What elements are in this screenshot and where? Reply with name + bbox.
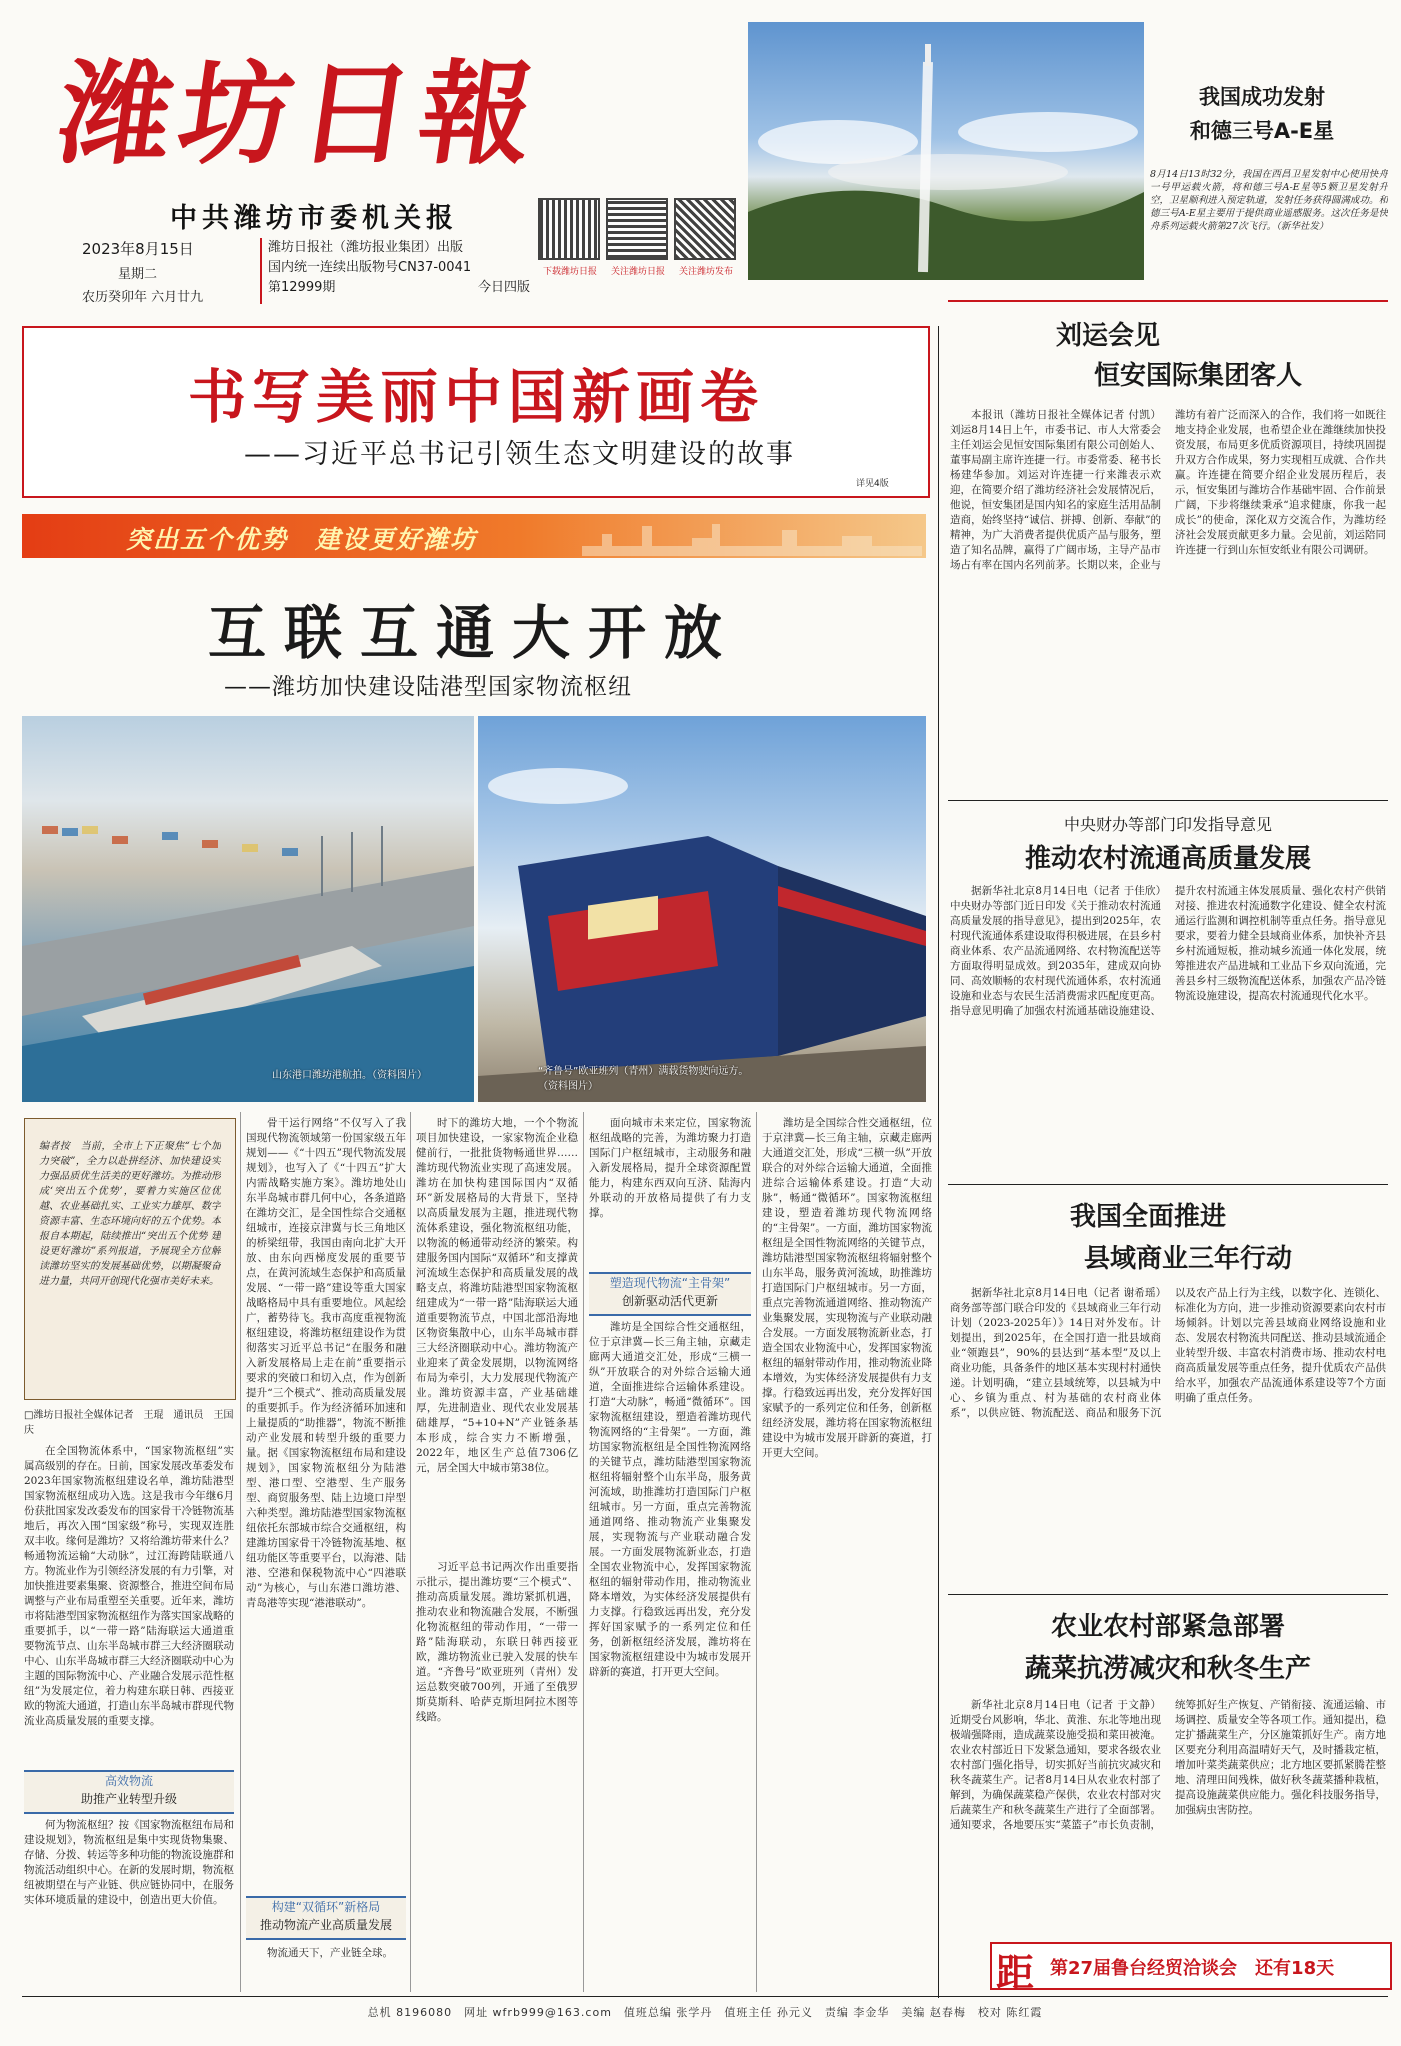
subheading: 构建“双循环”新格局 推动物流产业高质量发展: [246, 1896, 406, 1940]
freight-train-photo: [478, 716, 926, 1102]
footer-credits: 总机 8196080 网址 wfrb999@163.com 值班总编 张学丹 值班主任 孙元义 责编 李金华 美编 赵春梅 校对 陈红霞: [367, 2006, 1043, 2019]
article-column-4: 面向城市未来定位，国家物流枢纽战略的完善，为潍坊聚力打造国际门户枢纽城市，主动服务和融入新发展格局，提升全球资源配置能力，构建东西双向互济、陆海内外联动的开放格局提供了有力支撑。: [589, 1117, 751, 1219]
article-column-2b: 物流通天下，产业链全球。: [267, 1947, 393, 1959]
veg-title: 农业农村部紧急部署 蔬菜抗涝减灾和秋冬生产: [1024, 1612, 1311, 1684]
county-title: 我国全面推进 县域商业三年行动: [1069, 1202, 1292, 1274]
headline-subtitle: ——习近平总书记引领生态文明建设的故事: [244, 439, 795, 470]
banner-text: 突出五个优势 建设更好潍坊: [126, 525, 478, 554]
qr-code-icon[interactable]: [676, 200, 734, 258]
cn-number: 国内统一连续出版物号CN37-0041: [268, 260, 472, 275]
liu-article-body: 本报讯（潍坊日报社全媒体记者 付凯）刘运8月14日上午，市委书记、市人大常委会主任刘运会见恒安国际集团有限公司创始人、董事局副主席许连捷一行。市委常委、秘书长杨建华参加。刘运对许连捷一行来潍表示欢迎，在简要介绍了潍坊经济社会发展情况后，他说，恒安集团是国内知名的家庭生活用品制造商，始终坚持“诚信、拼搏、创新、奉献”的精神，为广大消费者提供优质产品与服务，塑造了知名品牌，赢得了广阔市场，主导产品市场占有率在国内名列前茅。长期以来，企业与潍坊有着广泛而深入的合作，我们将一如既往地支持企业发展，也希望企业在潍继续加快投资发展，布局更多优质资源项目，持续巩固提升双方合作成果，努力实现相互成就、合作共赢。许连捷在简要介绍企业发展历程后，表示，恒安集团与潍坊合作基础牢固、合作前景广阔，下步将继续秉承“追求健康，你我一起成长”的使命，深化双方交流合作，为潍坊经济社会发展贡献更多力量。会见前，刘运陪同许连捷一行到山东恒安纸业有限公司调研。: [950, 409, 1386, 571]
series-banner: [22, 514, 926, 558]
newspaper-title: 潍坊日報: [50, 49, 550, 180]
rural-body: 据新华社北京8月14日电（记者 于佳欣）中央财办等部门近日印发《关于推动农村流通高质量发展的指导意见》，提出到2025年，农村现代流通体系建设取得积极进展，在县乡村商业体系、农产品流通网络、农村物流配送等方面取得明显成效。到2035年，建成双向协同、高效顺畅的农村现代流通体系，农村流通设施和业态与农民生活消费需求匹配度更高。指导意见明确了加强农村流通基础设施建设、提升农村流通主体发展质量、强化农村产供销对接、推进农村流通数字化建设、健全农村流通运行监测和调控机制等重点任务。指导意见要求，要着力健全县域商业体系，加快补齐县乡村流通短板，推动城乡流通一体化发展，统筹推进农产品进城和工业品下乡双向流通，完善县乡村三级物流配送体系，加强农产品冷链物流设施建设，提高农村流通现代化水平。: [950, 885, 1386, 1017]
article-column-3: 时下的潍坊大地，一个个物流项目加快建设，一家家物流企业稳健前行，一批批货物畅通世界……潍坊现代物流业实现了高速发展。潍坊在加快构建国际国内“双循环”新发展格局的大背景下，坚持以高质量发展为主题，推进现代物流体系建设，强化物流枢纽功能，以物流的畅通带动经济的繁荣。构建服务国内国际“双循环”和支撑黄河流域生态保护和高质量发展的战略支点，将潍坊陆港型国家物流枢纽建成为“一带一路”陆海联运大通道重要物流节点，中国北部沿海地区物资集散中心，山东半岛城市群三大经济圈联动中心。潍坊物流产业迎来了黄金发展期，以物流网络布局为牵引，大力发展现代物流产业。潍坊资源丰富，产业基础雄厚，先进制造业、现代农业发展基础雄厚，“5+10+N”产业链条基本形成，综合实力不断增强，2022年，地区生产总值7306亿元，居全国大中城市第38位。: [416, 1117, 578, 1474]
countdown-mark: 距: [996, 1950, 1035, 1995]
lunar-date: 农历癸卯年 六月廿九: [82, 290, 204, 305]
article-column-4b: 潍坊是全国综合性交通枢纽，位于京津冀—长三角主轴，京藏走廊两大通道交汇处，形成“三横一纵”开放联合的对外综合运输大通道，全面推进综合运输体系建设。打造“大动脉”，畅通“微循环”。国家物流枢纽建设，塑造着潍坊现代物流网络的“主骨架”。一方面，潍坊国家物流枢纽是全国性物流网络的关键节点，潍坊陆港型国家物流枢纽将辐射整个山东半岛，服务黄河流域，助推潍坊打造国际门户枢纽城市。另一方面，重点完善物流通道网络、推动物流产业集聚发展，实现物流与产业联动融合发展。一方面发展物流新业态，打造全国农业物流中心，发挥国家物流枢纽的辐射带动作用，推动物流业降本增效，为实体经济发展提供有力支撑。行稳致远再出发，充分发挥好国家赋予的一系列定位和任务，创新枢纽经济发展，潍坊将在国家物流枢纽建设中为城市发展开辟新的赛道，打开更大空间。: [589, 1321, 751, 1678]
photo-caption: 山东港口潍坊港航拍。（资料图片）: [272, 1070, 427, 1081]
photo-caption: “齐鲁号”欧亚班列（青州）满载货物驶向远方。（资料图片）: [538, 1066, 749, 1092]
qr-codes: [540, 200, 740, 300]
masthead-logo: [50, 49, 620, 180]
qr-label: 关注潍坊日报: [610, 267, 665, 277]
publisher: 潍坊日报社（潍坊报业集团）出版: [268, 240, 464, 255]
countdown-text: 第27届鲁台经贸洽谈会 还有18天: [1050, 1958, 1335, 1979]
issue-weekday: 星期二: [118, 267, 158, 282]
qr-code-icon[interactable]: [540, 200, 598, 258]
liu-article-title: 刘运会见 恒安国际集团客人: [1055, 321, 1302, 391]
subheading: 高效物流 助推产业转型升级: [24, 1770, 234, 1814]
veg-body: 新华社北京8月14日电（记者 于文静）近期受台风影响，华北、黄淮、东北等地出现极端强降雨，造成蔬菜设施受损和菜田被淹。农业农村部近日下发紧急通知，要求各级农业农村部门强化指导，切实抓好当前抗灾减灾和秋冬蔬菜生产。记者8月14日从农业农村部了解到，为确保蔬菜稳产保供，农业农村部对灾后蔬菜生产和秋冬蔬菜生产进行了全面部署。通知要求，各地要压实“菜篮子”市长负责制，统筹抓好生产恢复、产销衔接、流通运输、市场调控、质量安全等各项工作。通知提出，稳定扩播蔬菜生产，分区施策抓好生产。南方地区要充分利用高温晴好天气，及时播栽定植，增加叶菜类蔬菜供应；北方地区要抓紧腾茬整地、清理田间残株，做好秋冬蔬菜播种栽植，提高设施蔬菜供应能力。强化科技服务指导，加强病虫害防控。: [950, 1699, 1386, 1831]
main-article-title: 互联互通大开放: [207, 599, 740, 667]
rocket-launch-photo: [748, 22, 1144, 280]
port-aerial-photo: [22, 716, 474, 1102]
page-count: 今日四版: [478, 280, 531, 295]
byline: □潍坊日报社全媒体记者 王琨 通讯员 王国庆: [24, 1410, 234, 1436]
subheading: 塑造现代物流“主骨架” 创新驱动活代更新: [589, 1272, 751, 1316]
main-article-subtitle: ——潍坊加快建设陆港型国家物流枢纽: [224, 674, 632, 700]
rural-title: 推动农村流通高质量发展: [1024, 844, 1311, 874]
editor-note-box: [24, 1118, 236, 1400]
issue-number: 第12999期: [268, 280, 336, 295]
issue-date: 2023年8月15日: [82, 240, 194, 258]
newspaper-subtitle: 中共潍坊市委机关报: [170, 203, 458, 234]
headline-title: 书写美丽中国新画卷: [187, 363, 764, 431]
county-body: 据新华社北京8月14日电（记者 谢希瑶）商务部等部门联合印发的《县域商业三年行动计划（2023-2025年）》14日对外发布。计划提出，到2025年，在全国打造一批县域商业“领跑县”，90%的县达到“基本型”及以上商业功能，具备条件的地区基本实现村村通快递。计划明确，“建立县域统筹，以县城为中心、乡镇为重点、村为基础的农村商业体系”，以供应链、物流配送、商品和服务下沉以及农产品上行为主线，以数字化、连锁化、标准化为方向，进一步推动资源要素向农村市场倾斜。计划以完善县域商业网络设施和业态、发展农村物流共同配送、推动县域流通企业转型升级、丰富农村消费市场、推动农村电商高质量发展等重点任务，提升优质农产品供给水平，加强农产品流通体系建设等7个方面明确了重点任务。: [950, 1287, 1386, 1419]
article-column-2: 骨干运行网络”不仅写入了我国现代物流领域第一份国家级五年规划——《“十四五”现代物流发展规划》，也写入了《“十四五”扩大内需战略实施方案》。潍坊地处山东半岛城市群几何中心，各条道路在潍坊交汇，是全国性综合交通枢纽城市，连接京津冀与长三角地区的桥梁纽带，我国由南向北扩大开放、由东向西梯度发展的重要节点，在黄河流域生态保护和高质量发展、“一带一路”建设等重大国家战略格局中具有重要地位。风起绘广，蓄势待飞。我市高度重视物流枢纽建设，将潍坊枢纽建设作为贯彻落实习近平总书记“在服务和融入新发展格局上走在前”重要指示要求的突破口和切入点，作为创新提升“三个模式”、推动高质量发展的重要抓手。作为经济循环加速和上量提质的“助推器”，物流不断推动产业发展和转型升级的重要力量。据《国家物流枢纽布局和建设规划》，国家物流枢纽分为陆港型、港口型、空港型、生产服务型、商贸服务型、陆上边境口岸型六种类型。潍坊陆港型国家物流枢纽依托东部城市综合交通枢纽，构建潍坊国家骨干冷链物流基地、枢纽功能区等重要平台，以海港、陆港、空港和保税物流中心“四港联动”为核心，与山东港口潍坊港、青岛港等实现“港港联动”。: [246, 1117, 406, 1609]
article-column-1b: 何为物流枢纽？按《国家物流枢纽布局和建设规划》，物流枢纽是集中实现货物集聚、存储、分拨、转运等多种功能的物流设施群和物流活动组织中心。在新的发展时期，物流枢纽被期望在与产业链、供应链协同中，在服务实体环境质量的建设中，创造出更大价值。: [24, 1819, 234, 1906]
rural-kicker: 中央财办等部门印发指导意见: [1063, 815, 1272, 834]
skyline-icon: [582, 516, 922, 556]
editor-note: 编者按 当前，全市上下正聚焦“七个加力突破”，全力以赴拼经济、加快建设实力强品质优生活美的更好潍坊。为推动形成‘突出五个优势’，要着力实施区位优越、农业基础扎实、工业实力雄厚、数字资源丰富、生态环境向好的五个优势。本报自本期起，陆续推出“突出五个优势 建设更好潍坊”系列报道，予展现全方位解读潍坊坚实的发展基础优势，以期凝聚奋进力量，共同开创现代化强市美好未来。: [39, 1141, 221, 1287]
masthead-info: [82, 238, 602, 308]
qr-code-icon[interactable]: [608, 200, 666, 258]
see-page-ref[interactable]: 详见4版: [856, 479, 889, 489]
article-column-5: 潍坊是全国综合性交通枢纽，位于京津冀—长三角主轴，京藏走廊两大通道交汇处，形成“三横一纵”开放联合的对外综合运输大通道，全面推进综合运输体系建设。打造“大动脉”，畅通“微循环”。国家物流枢纽建设，塑造着潍坊现代物流网络的“主骨架”。一方面，潍坊国家物流枢纽是全国性物流网络的关键节点，潍坊陆港型国家物流枢纽将辐射整个山东半岛，服务黄河流域，助推潍坊打造国际门户枢纽城市。另一方面，重点完善物流通道网络、推动物流产业集聚发展，实现物流与产业联动融合发展。一方面发展物流新业态，打造全国农业物流中心，发挥国家物流枢纽的辐射带动作用，推动物流业降本增效，为实体经济发展提供有力支撑。行稳致远再出发，充分发挥好国家赋予的一系列定位和任务，创新枢纽经济发展，潍坊将在国家物流枢纽建设中为城市发展开辟新的赛道，打开更大空间。: [762, 1117, 932, 1459]
headline-box[interactable]: [22, 326, 930, 498]
launch-body: 8月14日13时32分，我国在西昌卫星发射中心使用快舟一号甲运载火箭，将和德三号A-E星等5颗卫星发射升空，卫星顺利进入预定轨道，发射任务获得圆满成功。和德三号A-E星主要用于提供商业遥感服务。这次任务是快舟系列运载火箭第27次飞行。（新华社发）: [1150, 169, 1388, 232]
article-column-3b: 习近平总书记两次作出重要指示批示，提出潍坊要“三个模式”、推动高质量发展。潍坊紧抓机遇，推动农业和物流融合发展，不断强化物流枢纽的带动作用，“一带一路”陆海联动，东联日韩西接亚欧，潍坊物流业已驶入发展的快车道。“齐鲁号”欧亚班列（青州）发运总数突破700列，开通了至俄罗斯莫斯科、哈萨克斯坦阿拉木图等线路。: [416, 1561, 578, 1723]
qr-label: 下载潍坊日报: [542, 267, 597, 277]
article-column-1: 在全国物流体系中，“国家物流枢纽”实属高级别的存在。日前，国家发展改革委发布2023年国家物流枢纽建设名单，潍坊陆港型国家物流枢纽成功入选。这是我市今年继6月份获批国家发改委发布的国家骨干冷链物流基地后，再次入围“国家级”称号，实现双连胜双丰收。缘何是潍坊？又将给潍坊带来什么？畅通物流运输“大动脉”，过江海跨陆联通八方。物流业作为引领经济发展的有力引擎，对加快推进要素集聚、资源整合，推进空间布局调整与产业布局重塑至关重要。近年来，潍坊市将陆港型国家物流枢纽作为落实国家战略的重要抓手，以“一带一路”陆海联运大通道重要物流节点、山东半岛城市群三大经济圈联动中心、山东半岛城市群三大经济圈联动中心为主题的国际物流中心、产业融合发展示范性枢纽”为发展定位，着力构建东联日韩、西接亚欧的物流大通道，打造山东半岛城市群现代物流业高质量发展的重要支撑。: [24, 1445, 234, 1727]
launch-title: 我国成功发射 和德三号A-E星: [1189, 85, 1335, 143]
qr-label: 关注潍坊发布: [678, 267, 733, 277]
countdown-banner[interactable]: [990, 1942, 1392, 1995]
